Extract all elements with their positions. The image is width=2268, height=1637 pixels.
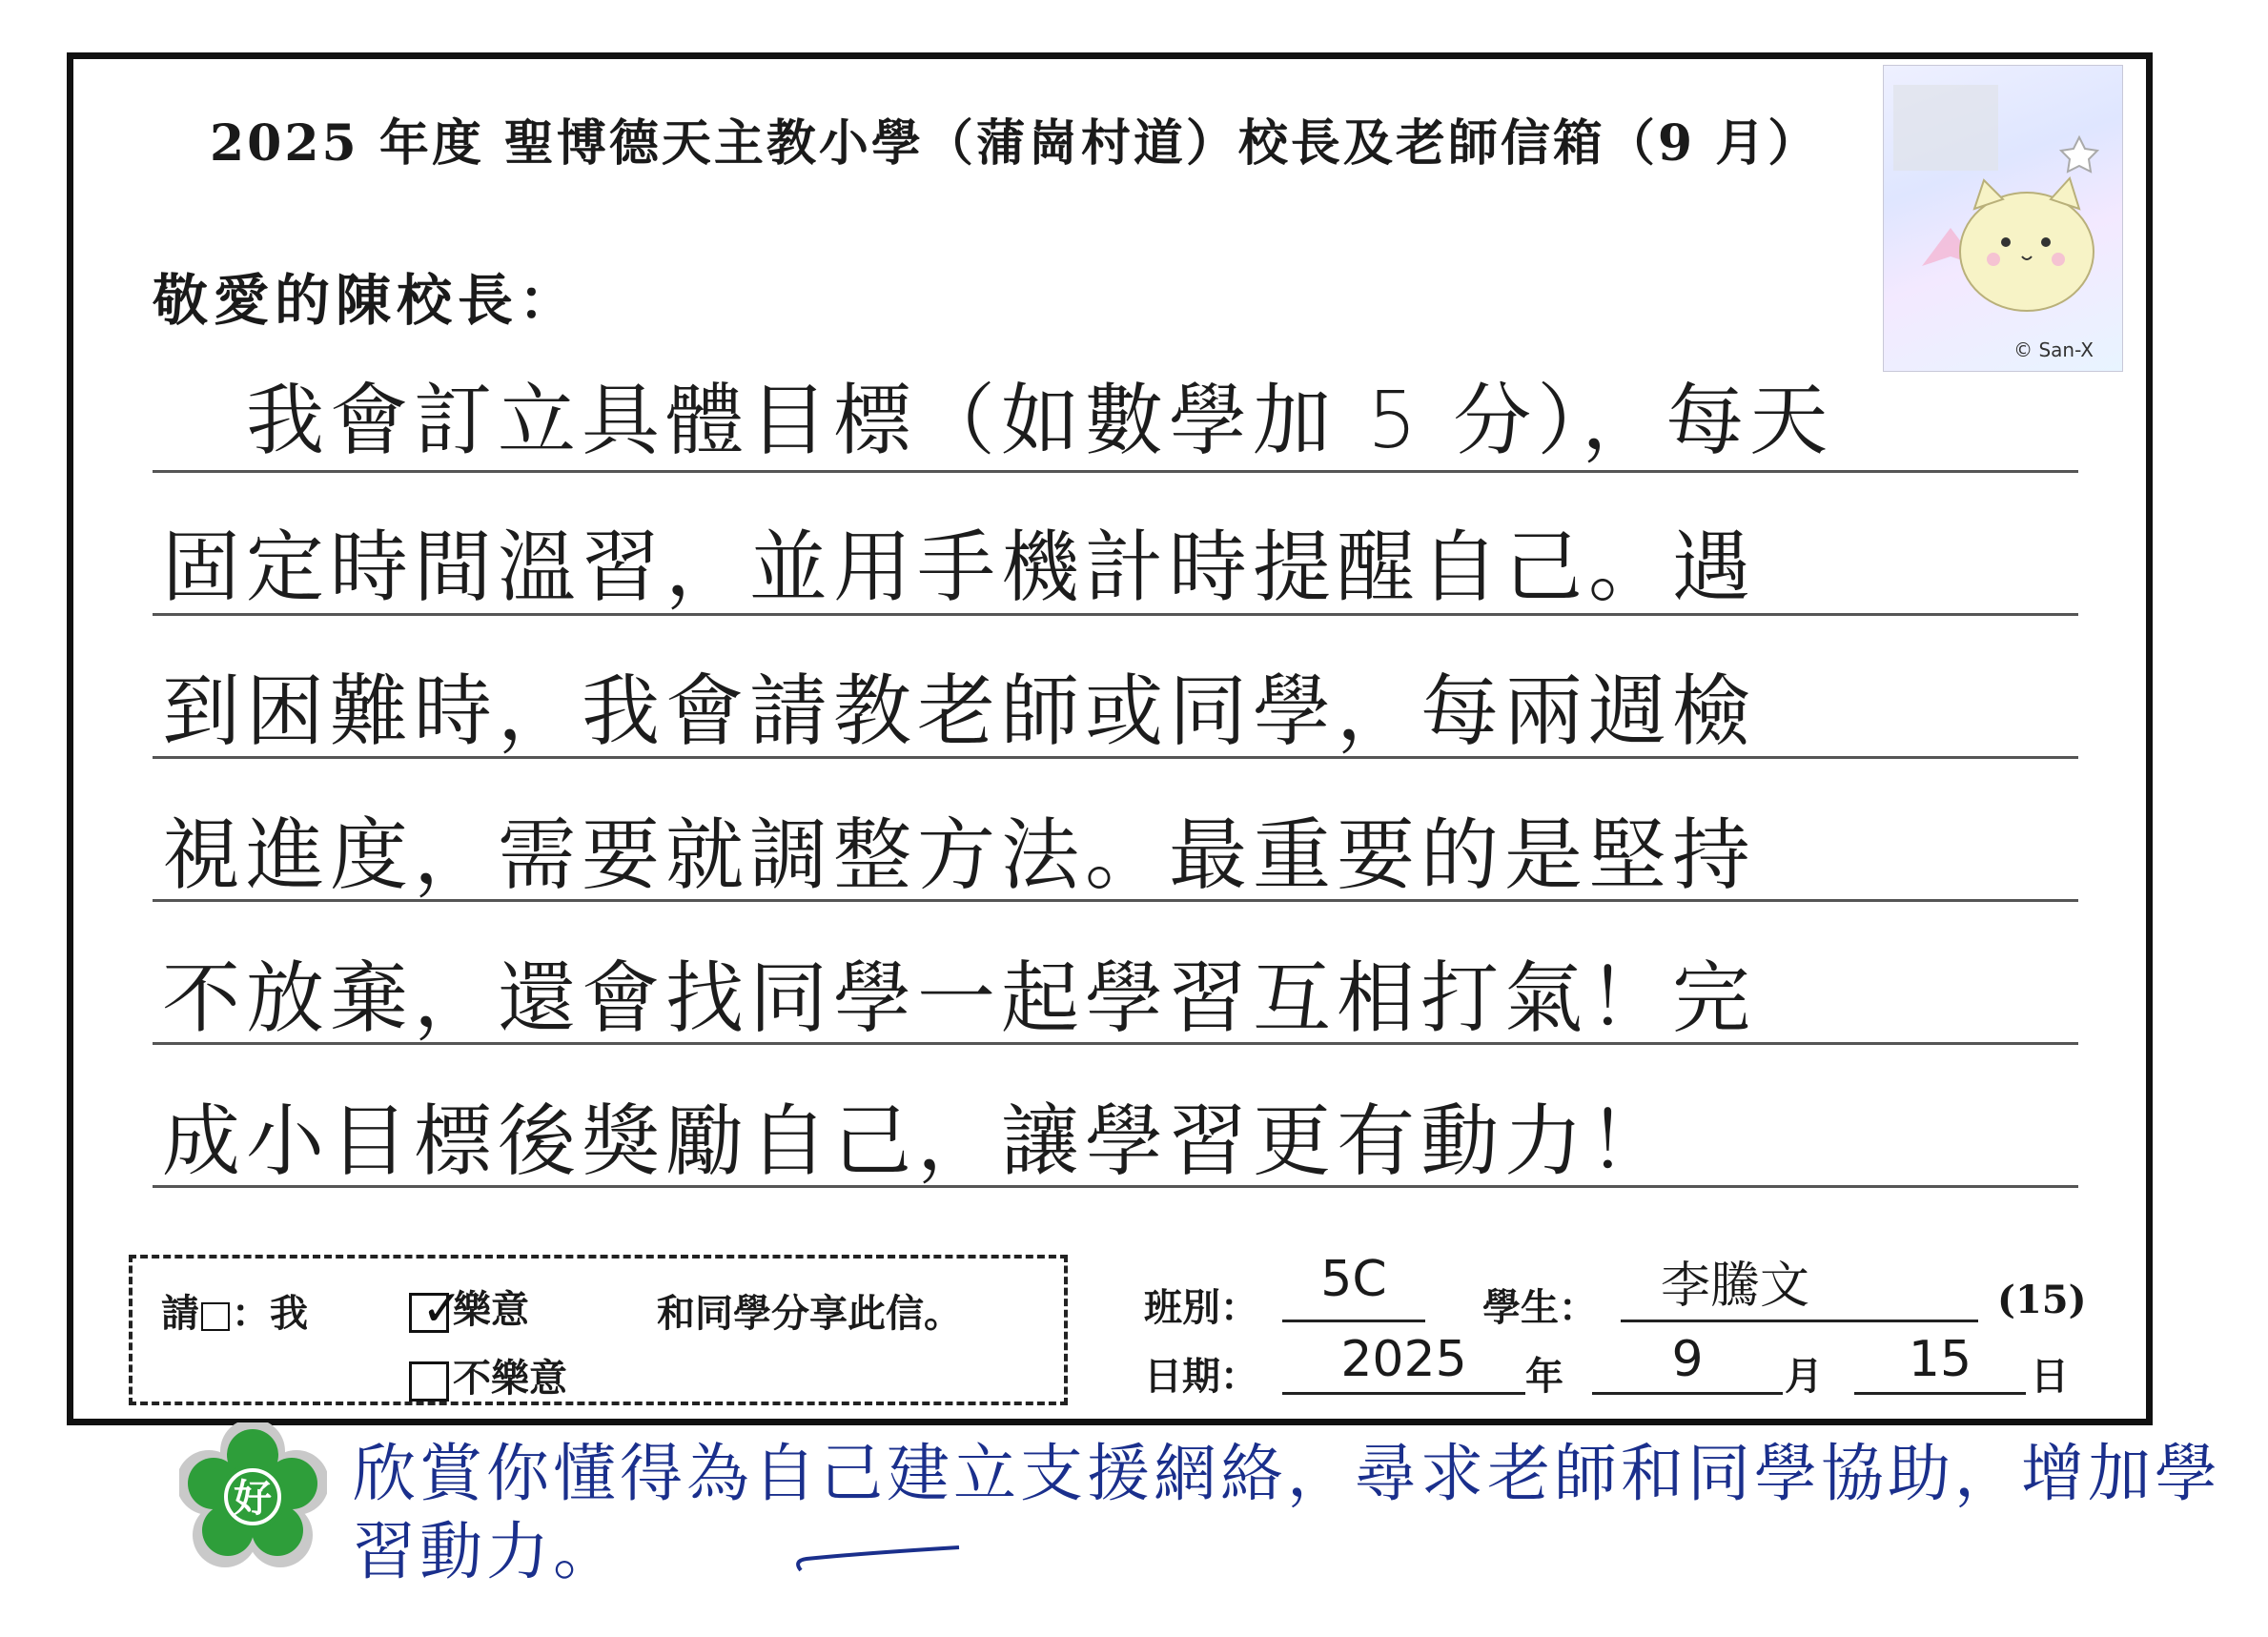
class-value[interactable]: 5C (1320, 1251, 1387, 1308)
day-value[interactable]: 15 (1908, 1331, 1972, 1388)
month-label: 月 (1785, 1354, 1823, 1399)
student-number: (15) (1997, 1278, 2087, 1322)
me-label: ：我 (232, 1291, 308, 1336)
class-underline (1282, 1320, 1425, 1322)
disagree-label: 不樂意 (453, 1356, 567, 1401)
letter-line: 到困難時，我會請教老師或同學，每兩週檢 (162, 666, 1757, 757)
ruled-line (153, 470, 2078, 473)
share-label: 和同學分享此信。 (657, 1291, 962, 1336)
agree-option[interactable] (409, 1279, 529, 1338)
student-underline (1621, 1320, 1978, 1322)
letter-line: 我會訂立具體目標（如數學加 5 分），每天 (162, 376, 1834, 466)
letter-line: 不放棄，還會找同學一起學習互相打氣！完 (162, 953, 1757, 1044)
cat-sticker-icon (1884, 66, 2122, 342)
year-value[interactable]: 2025 (1340, 1331, 1467, 1388)
day-label: 日 (2031, 1354, 2069, 1399)
year-label: 年 (1525, 1354, 1563, 1399)
flower-seal-icon (179, 1422, 327, 1570)
ruled-line (153, 1042, 2078, 1045)
student-label: 學生： (1482, 1285, 1597, 1330)
agree-label: 樂意 (453, 1287, 529, 1332)
agree-checkbox[interactable] (409, 1280, 463, 1338)
day-underline (1854, 1392, 2026, 1395)
letter-line: 視進度，需要就調整方法。最重要的是堅持 (162, 810, 1757, 901)
check-mark-icon: ✓ (421, 1280, 463, 1338)
consent-instruction (161, 1283, 308, 1338)
scribble-mark-icon (791, 1537, 963, 1585)
month-underline (1592, 1392, 1783, 1395)
date-label: 日期： (1144, 1354, 1258, 1399)
disagree-option[interactable] (409, 1348, 567, 1402)
teacher-comment: 欣賞你懂得為自己建立支援網絡，尋求老師和同學協助，增加學習動力。 (353, 1437, 2221, 1588)
sticker-copyright: © San-X (2013, 338, 2094, 361)
share-consent-box (129, 1255, 1068, 1405)
student-number-value: 15 (2014, 1278, 2069, 1322)
month-value[interactable]: 9 (1671, 1331, 1704, 1388)
letter-greeting: 敬愛的陳校長： (153, 268, 581, 333)
ruled-line (153, 613, 2078, 616)
page-title: 2025 年度 聖博德天主教小學（蒲崗村道）校長及老師信箱（9 月） (210, 114, 1821, 173)
seal-text: 好 (234, 1477, 272, 1521)
letter-line: 成小目標後獎勵自己，讓學習更有動力！ (162, 1096, 1673, 1187)
class-label: 班別： (1144, 1285, 1258, 1330)
student-name[interactable]: 李騰文 (1660, 1258, 1809, 1315)
ruled-line (153, 756, 2078, 759)
sumikko-sticker (1883, 65, 2123, 372)
disagree-checkbox[interactable] (409, 1361, 449, 1402)
checkbox-icon (201, 1302, 230, 1331)
ruled-line (153, 1185, 2078, 1188)
ruled-line (153, 899, 2078, 902)
year-underline (1282, 1392, 1525, 1395)
please-label: 請 (161, 1291, 199, 1336)
letter-line: 固定時間溫習，並用手機計時提醒自己。遇 (162, 522, 1757, 613)
